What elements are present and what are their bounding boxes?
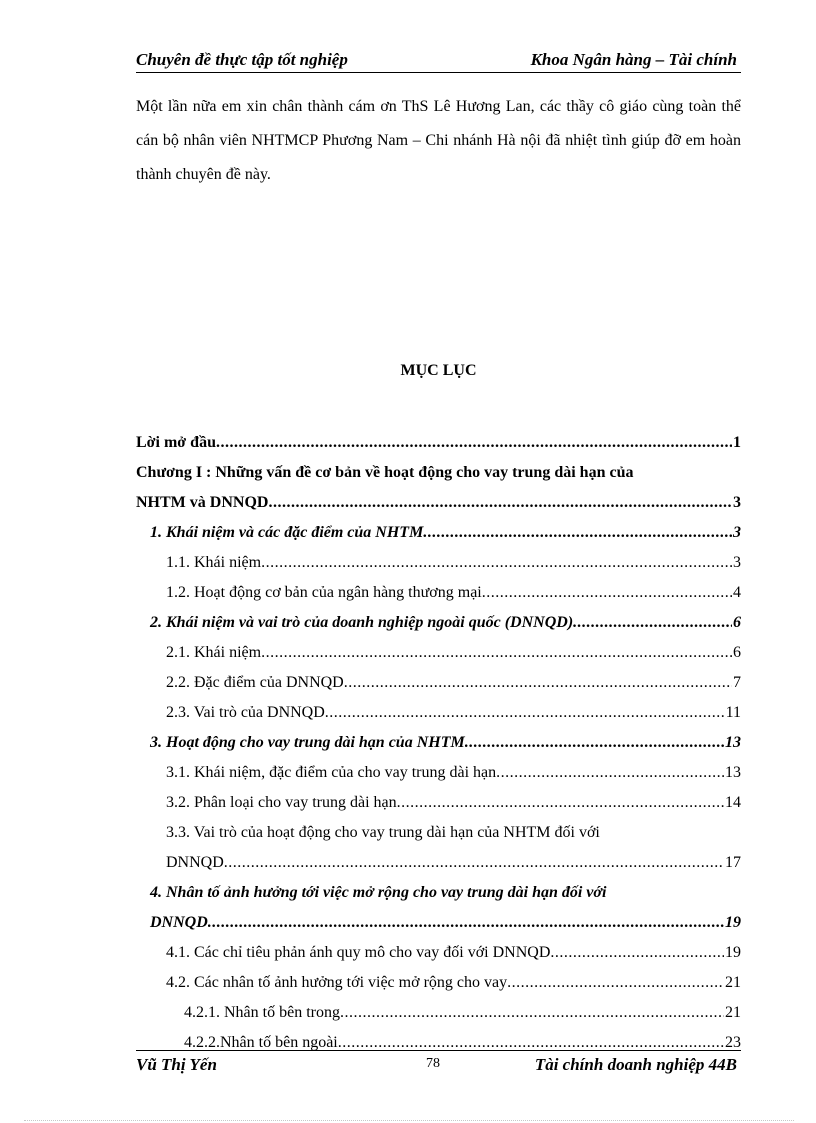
- toc-entry: 2.2. Đặc điểm của DNNQD ..... 7: [136, 668, 741, 698]
- toc-entry: 4. Nhân tố ảnh hưởng tới việc mở rộng cho vay trung dài hạn đối với: [150, 884, 607, 901]
- footer-page-number: 78: [426, 1056, 440, 1071]
- toc-entry: 4.2.1. Nhân tố bên trong ..... 21: [136, 998, 741, 1028]
- header-left-text: Chuyên đề thực tập tốt nghiệp: [136, 50, 348, 69]
- toc-entry: 1. Khái niệm và các đặc điểm của NHTM ..... 3: [136, 518, 741, 548]
- toc-entry: 2. Khái niệm và vai trò của doanh nghiệp ngoài quốc (DNNQD) ..... 6: [136, 608, 741, 638]
- toc-entry: 2.3. Vai trò của DNNQD ..... 11: [136, 698, 741, 728]
- toc-title: MỤC LỤC: [400, 362, 477, 379]
- toc-entry: Chương I : Những vấn đề cơ bản về hoạt động cho vay trung dài hạn của: [136, 464, 634, 481]
- toc-entry: 4.2. Các nhân tố ảnh hưởng tới việc mở rộng cho vay ..... 21: [136, 968, 741, 998]
- table-of-contents: [136, 428, 741, 1058]
- toc-entry: 2.1. Khái niệm ..... 6: [136, 638, 741, 668]
- toc-entry: 3.1. Khái niệm, đặc điểm của cho vay trung dài hạn ..... 13: [136, 758, 741, 788]
- footer-right-text: Tài chính doanh nghiệp 44B: [534, 1055, 737, 1074]
- toc-entry: 3.2. Phân loại cho vay trung dài hạn ..... 14: [136, 788, 741, 818]
- toc-entry: 4.1. Các chỉ tiêu phản ánh quy mô cho vay đối với DNNQD ..... 19: [136, 938, 741, 968]
- page-edge-divider: [24, 1120, 794, 1121]
- toc-entry: Lời mở đầu ..... 1: [136, 428, 741, 458]
- toc-entry-continuation: NHTM và DNNQD ..... 3: [136, 488, 741, 518]
- header-right-text: Khoa Ngân hàng – Tài chính: [530, 50, 737, 69]
- page-footer: [136, 1050, 741, 1077]
- toc-entry-continuation: DNNQD ..... 17: [136, 848, 741, 878]
- toc-entry: 1.2. Hoạt động cơ bản của ngân hàng thương mại ..... 4: [136, 578, 741, 608]
- footer-author: Vũ Thị Yến: [136, 1055, 217, 1074]
- toc-entry: 3.3. Vai trò của hoạt động cho vay trung dài hạn của NHTM đối với: [166, 824, 600, 841]
- toc-entry: 4.2.2.Nhân tố bên ngoài ..... 23: [136, 1028, 741, 1058]
- toc-entry: 3. Hoạt động cho vay trung dài hạn của NHTM ..... 13: [136, 728, 741, 758]
- toc-entry: 1.1. Khái niệm ..... 3: [136, 548, 741, 578]
- page-header: [136, 48, 741, 73]
- acknowledgement-paragraph: Một lần nữa em xin chân thành cám ơn ThS Lê Hương Lan, các thầy cô giáo cùng toàn thể cán bộ nhân viên NHTMCP Phương Nam – Chi nhánh Hà nội đã nhiệt tình giúp đỡ em hoàn thành chuyên đề này.: [136, 98, 741, 183]
- toc-entry-continuation: DNNQD ..... 19: [136, 908, 741, 938]
